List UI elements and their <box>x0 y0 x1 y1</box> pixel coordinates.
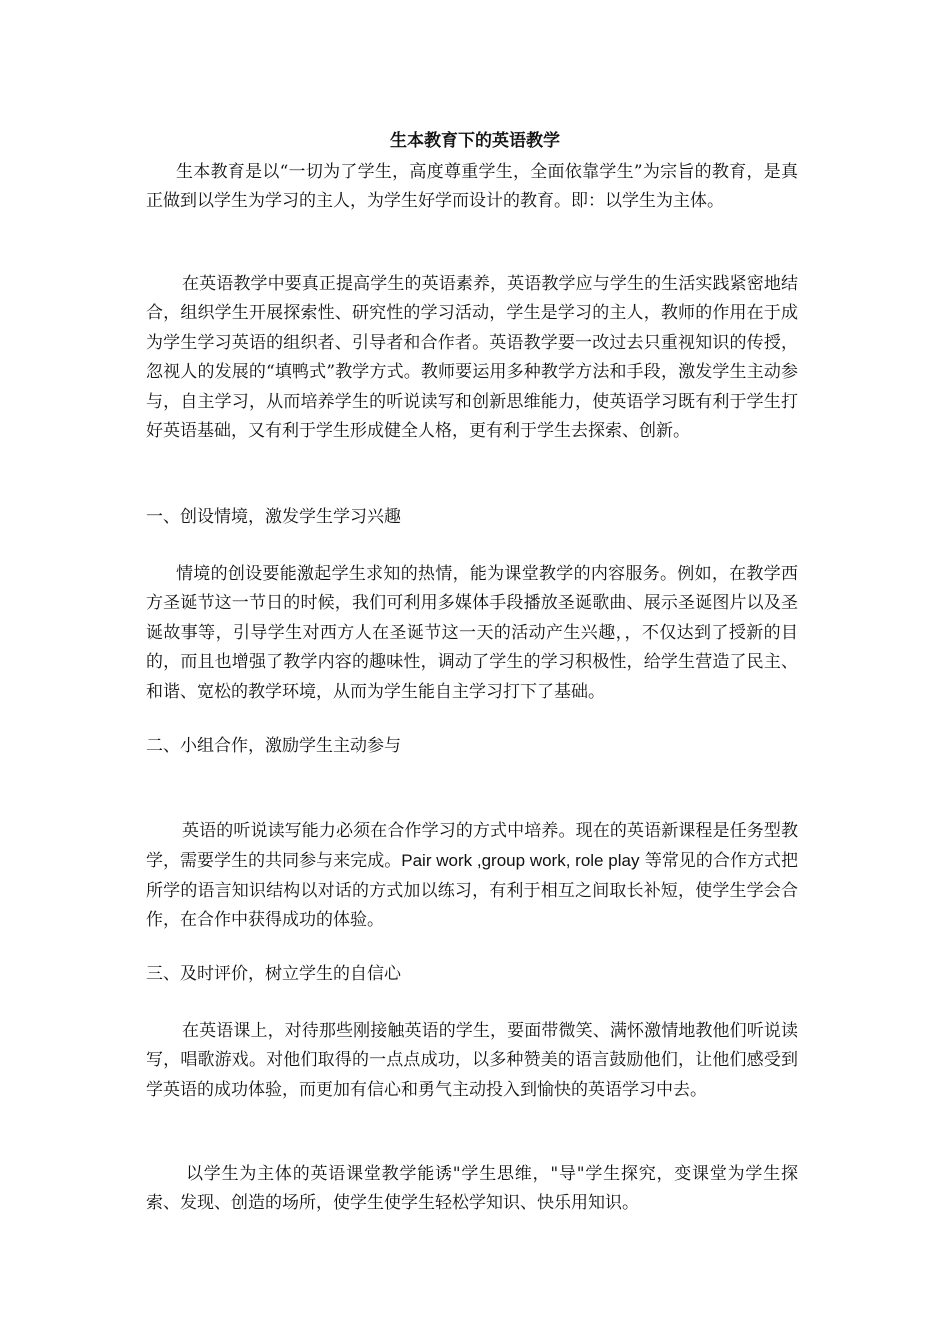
section-1-heading: 一、创设情境，激发学生学习兴趣 <box>146 507 401 527</box>
document-title: 生本教育下的英语教学 <box>390 131 560 151</box>
section-1-paragraph: 情境的创设要能激起学生求知的热情，能为课堂教学的内容服务。例如，在教学西方圣诞节这一节日的时候，我们可利用多媒体手段播放圣诞歌曲、展示圣诞图片以及圣诞故事等，引导学生对西方人在圣诞节这一天的活动产生兴趣，，不仅达到了授新的目的，而且也增强了教学内容的趣味性，调动了学生的学习积极性，给学生营造了民主、和谐、宽松的教学环境，从而为学生能自主学习打下了基础。 <box>146 564 798 702</box>
body-paragraph-2: 在英语教学中要真正提高学生的英语素养，英语教学应与学生的生活实践紧密地结合，组织学生开展探索性、研究性的学习活动，学生是学习的主人，教师的作用在于成为学生学习英语的组织者、引导者和合作者。英语教学要一改过去只重视知识的传授，忽视人的发展的“填鸭式”教学方式。教师要运用多种教学方法和手段，激发学生主动参与，自主学习，从而培养学生的听说读写和创新思维能力，使英语学习既有利于学生打好英语基础，又有利于学生形成健全人格，更有利于学生去探索、创新。 <box>146 274 798 442</box>
section-2-heading: 二、小组合作，激励学生主动参与 <box>146 736 401 756</box>
section-2-text-after: 等常见的合作方式把所学的语言知识结构以对话的方式加以练习，有利于相互之间取长补短，使学生学会合作，在合作中获得成功的体验。 <box>146 851 799 931</box>
section-3-heading: 三、及时评价，树立学生的自信心 <box>146 964 401 984</box>
section-2-paragraph <box>146 817 798 936</box>
section-3-paragraph: 在英语课上，对待那些刚接触英语的学生，要面带微笑、满怀激情地教他们听说读写，唱歌游戏。对他们取得的一点点成功，以多种赞美的语言鼓励他们，让他们感受到学英语的成功体验，而更加有信心和勇气主动投入到愉快的英语学习中去。 <box>146 1021 798 1100</box>
section-2-text-before: 英语的听说读写能力必须在合作学习的方式中培养。现在的英语新课程是任务型教学，需要学生的共同参与来完成。 <box>146 821 798 872</box>
intro-paragraph: 生本教育是以“一切为了学生，高度尊重学生，全面依靠学生”为宗旨的教育，是真正做到以学生为学习的主人，为学生好学而设计的教育。即：以学生为主体。 <box>146 162 798 212</box>
section-2-latin-terms: Pair work ,group work, role play <box>401 851 640 871</box>
conclusion-paragraph: 以学生为主体的英语课堂教学能诱"学生思维，"导"学生探究，变课堂为学生探索、发现、创造的场所，使学生使学生轻松学知识、快乐用知识。 <box>146 1164 798 1214</box>
